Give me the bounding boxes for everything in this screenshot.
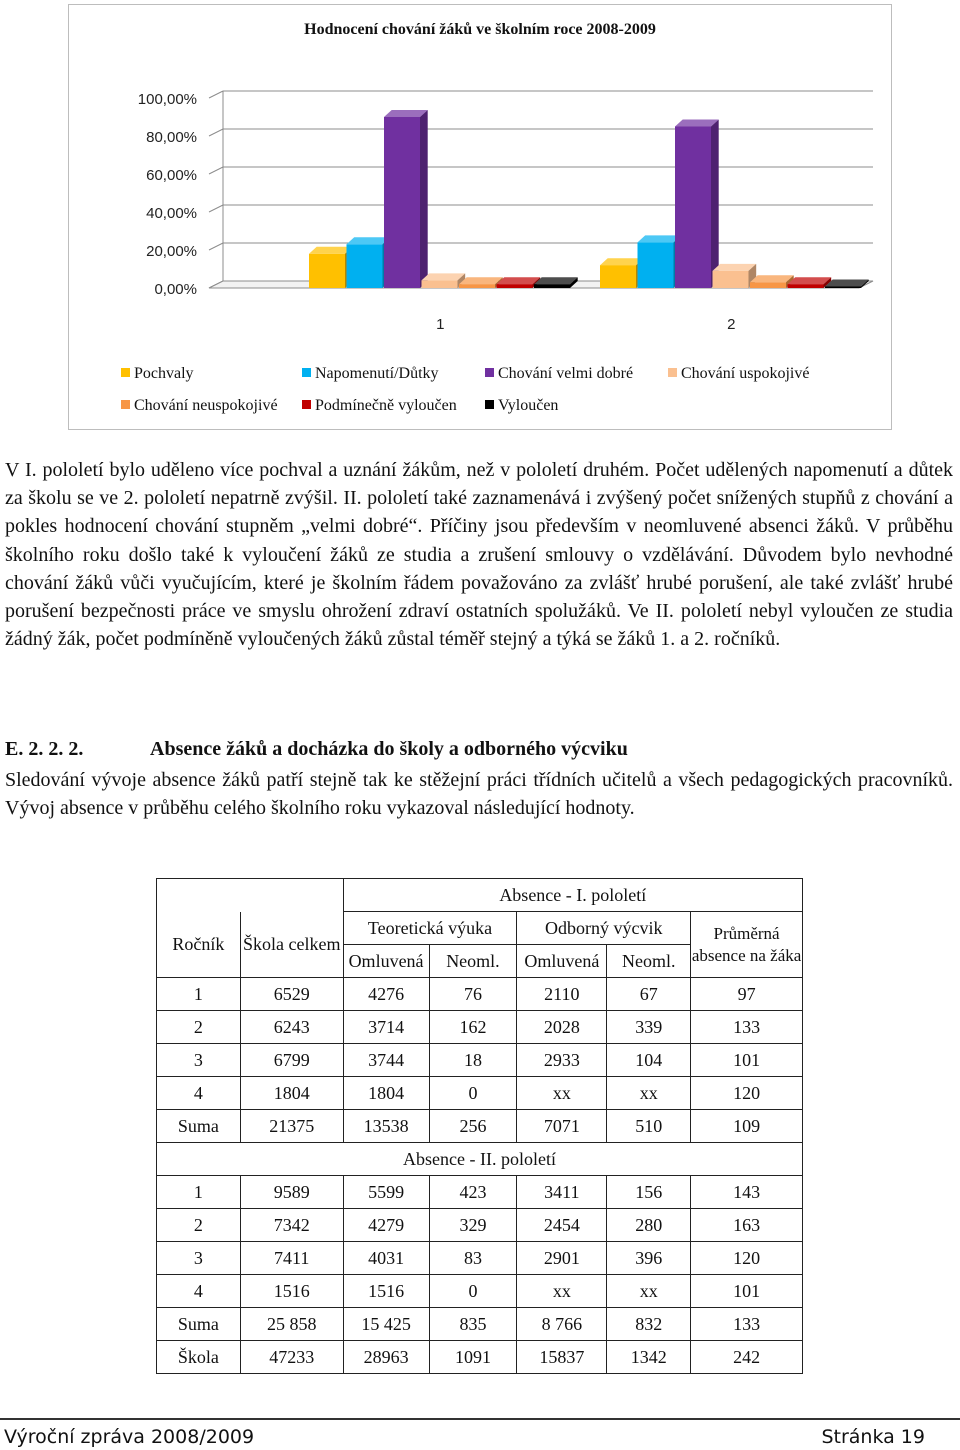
bar-top xyxy=(347,237,391,244)
y-tick-label: 100,00% xyxy=(137,91,197,108)
table-cell: 4031 xyxy=(343,1242,429,1275)
section-title: Absence žáků a docházka do školy a odborného výcviku xyxy=(150,738,628,760)
gridline-depth xyxy=(209,91,223,98)
table-cell: 4279 xyxy=(343,1209,429,1242)
table-cell: 6799 xyxy=(240,1044,343,1077)
table-cell: 7411 xyxy=(240,1242,343,1275)
table-cell: 1516 xyxy=(343,1275,429,1308)
legend-item xyxy=(121,365,194,383)
gridline-depth xyxy=(209,167,223,174)
table-cell: 101 xyxy=(691,1044,803,1077)
bar xyxy=(750,282,786,288)
col-neoml-teo: Neoml. xyxy=(429,945,517,978)
heading-first-half: Absence - I. pololetí xyxy=(343,879,802,912)
bar-top xyxy=(675,120,719,127)
table-row xyxy=(157,1044,803,1077)
table-cell: 28963 xyxy=(343,1341,429,1374)
legend-item xyxy=(668,365,809,383)
table-cell: 1342 xyxy=(607,1341,691,1374)
table-row xyxy=(157,1341,803,1374)
table-cell: 1804 xyxy=(240,1077,343,1110)
bar-top xyxy=(384,110,428,117)
table-cell: 329 xyxy=(429,1209,517,1242)
bar-side xyxy=(711,120,719,289)
table-cell: xx xyxy=(517,1077,607,1110)
table-cell: 339 xyxy=(607,1011,691,1044)
gridline-depth xyxy=(209,243,223,250)
bar xyxy=(497,284,533,288)
legend-label: Vyloučen xyxy=(498,397,559,414)
chart-title: Hodnocení chování žáků ve školním roce 2008-2009 xyxy=(304,21,656,38)
legend-item xyxy=(302,365,439,383)
bar-top xyxy=(788,277,832,284)
col-omluvena-odb: Omluvená xyxy=(517,945,607,978)
table-row xyxy=(157,1176,803,1209)
legend-swatch xyxy=(668,368,677,377)
table-cell: Škola xyxy=(157,1341,241,1374)
table-cell: 2 xyxy=(157,1011,241,1044)
table-cell: 3744 xyxy=(343,1044,429,1077)
y-tick-label: 80,00% xyxy=(146,129,197,146)
table-cell: 1804 xyxy=(343,1077,429,1110)
y-tick-label: 0,00% xyxy=(154,281,197,298)
table-cell: 835 xyxy=(429,1308,517,1341)
table-cell: 133 xyxy=(691,1308,803,1341)
behavior-paragraph: V I. pololetí bylo uděleno více pochval a uznání žákům, než v pololetí druhém. Počet udělených napomenutí a důtek za školu se ve 2. pololetí nepatrně zvýšil. II. pololetí také zaznamenává i zvýšený počet snížených stupňů z chování a pokles hodnocení chování stupněm „velmi dobré“. Příčiny jsou především v neomluvené absenci žáků. V průběhu školního roku došlo také k vyloučení žáků ze studia a zrušení smlouvy o vzdělávání. Důvodem bylo nevhodné chování žáků vůči vyučujícím, které je školním řádem považováno za zvlášť hrubé porušení, ale také zvlášť hrubé porušení bezpečnosti práce ve smyslu ohrožení zdraví ostatních spolužáků. Ve II. pololetí nebyl vyloučen ze studia žádný žák, počet podmíněně vyloučených žáků zůstal téměř stejný a týká se žáků 1. a 2. ročníků. xyxy=(5,459,953,651)
table-cell: 1 xyxy=(157,978,241,1011)
heading-second-half: Absence - II. pololetí xyxy=(157,1143,803,1176)
table-cell: 9589 xyxy=(240,1176,343,1209)
col-teoreticka-vyuka: Teoretická výuka xyxy=(343,912,517,945)
table-cell: 1091 xyxy=(429,1341,517,1374)
table-cell: 47233 xyxy=(240,1341,343,1374)
col-neoml-odb: Neoml. xyxy=(607,945,691,978)
bar-top xyxy=(309,247,353,254)
footer-title: Výroční zpráva 2008/2009 xyxy=(4,1426,255,1448)
table-cell: 15 425 xyxy=(343,1308,429,1341)
table-cell: 163 xyxy=(691,1209,803,1242)
table-cell: 6243 xyxy=(240,1011,343,1044)
legend-swatch xyxy=(302,368,311,377)
y-tick-label: 40,00% xyxy=(146,205,197,222)
legend-swatch xyxy=(121,400,130,409)
legend-item xyxy=(302,397,457,415)
col-rocnik: Ročník xyxy=(157,912,241,978)
x-tick-label: 1 xyxy=(436,316,445,333)
bar xyxy=(825,287,861,289)
bar-top xyxy=(459,277,503,284)
page-number: Stránka 19 xyxy=(821,1426,925,1448)
table-row xyxy=(157,1275,803,1308)
y-tick-label: 20,00% xyxy=(146,243,197,260)
absence-paragraph: Sledování vývoje absence žáků patří stejně tak ke stěžejní práci třídních učitelů a všech pedagogických pracovníků. Vývoj absence v průběhu celého školního roku vykazoval následující hodnoty. xyxy=(5,769,953,820)
table-cell: 7071 xyxy=(517,1110,607,1143)
bar xyxy=(459,284,495,288)
table-row xyxy=(157,1110,803,1143)
table-cell: 1516 xyxy=(240,1275,343,1308)
table-cell: 120 xyxy=(691,1242,803,1275)
table-cell: 6529 xyxy=(240,978,343,1011)
section-number: E. 2. 2. 2. xyxy=(5,738,84,760)
legend-swatch xyxy=(302,400,311,409)
table-cell: 2454 xyxy=(517,1209,607,1242)
table-cell: 4276 xyxy=(343,978,429,1011)
table-row xyxy=(157,1011,803,1044)
bar-top xyxy=(750,275,794,282)
table-cell: 2 xyxy=(157,1209,241,1242)
table-cell: xx xyxy=(607,1077,691,1110)
bar xyxy=(675,127,711,289)
table-cell: 3 xyxy=(157,1044,241,1077)
table-cell: 101 xyxy=(691,1275,803,1308)
table-cell: 15837 xyxy=(517,1341,607,1374)
table-cell: 104 xyxy=(607,1044,691,1077)
bar-top xyxy=(825,280,869,287)
legend-label: Chování uspokojivé xyxy=(681,365,810,382)
bar-top xyxy=(422,273,466,280)
table-cell: 7342 xyxy=(240,1209,343,1242)
table-cell: 3 xyxy=(157,1242,241,1275)
table-cell: 25 858 xyxy=(240,1308,343,1341)
table-cell: 3714 xyxy=(343,1011,429,1044)
section-heading xyxy=(5,738,628,761)
table-cell: 8 766 xyxy=(517,1308,607,1341)
legend-label: Pochvaly xyxy=(134,365,194,382)
table-cell: 832 xyxy=(607,1308,691,1341)
table-cell: 256 xyxy=(429,1110,517,1143)
bar-top xyxy=(534,277,578,284)
table-cell: 4 xyxy=(157,1077,241,1110)
table-row xyxy=(157,1209,803,1242)
table-cell: 67 xyxy=(607,978,691,1011)
legend-item xyxy=(485,397,558,415)
table-cell: 120 xyxy=(691,1077,803,1110)
table-cell: 2110 xyxy=(517,978,607,1011)
bar xyxy=(713,271,749,288)
table-cell: 143 xyxy=(691,1176,803,1209)
bar xyxy=(347,244,383,288)
table-cell: 2901 xyxy=(517,1242,607,1275)
table-row xyxy=(157,1077,803,1110)
table-cell: 109 xyxy=(691,1110,803,1143)
table-cell: 3411 xyxy=(517,1176,607,1209)
bar xyxy=(384,117,420,288)
bar xyxy=(422,280,458,288)
col-odborny-vycvik: Odborný výcvik xyxy=(517,912,691,945)
bar xyxy=(534,284,570,288)
table-cell: 280 xyxy=(607,1209,691,1242)
table-cell: 2028 xyxy=(517,1011,607,1044)
legend-swatch xyxy=(121,368,130,377)
table-cell: xx xyxy=(517,1275,607,1308)
legend-label: Chování neuspokojivé xyxy=(134,397,278,414)
table-cell: 76 xyxy=(429,978,517,1011)
bar-top xyxy=(600,258,644,265)
table-cell: 97 xyxy=(691,978,803,1011)
col-omluvena-teo: Omluvená xyxy=(343,945,429,978)
legend-swatch xyxy=(485,400,494,409)
bar-top xyxy=(638,235,682,242)
table-cell: Suma xyxy=(157,1110,241,1143)
table-row xyxy=(157,978,803,1011)
table-cell: 21375 xyxy=(240,1110,343,1143)
legend-label: Chování velmi dobré xyxy=(498,365,634,382)
absence-table xyxy=(156,878,803,1374)
table-cell: 5599 xyxy=(343,1176,429,1209)
page-footer xyxy=(0,1418,960,1448)
legend-label: Napomenutí/Důtky xyxy=(315,365,439,382)
x-tick-label: 2 xyxy=(727,316,736,333)
table-cell: 133 xyxy=(691,1011,803,1044)
table-cell: 396 xyxy=(607,1242,691,1275)
col-prumerna-absence: Průměrná absence na žáka xyxy=(691,912,803,978)
col-skola-celkem: Škola celkem xyxy=(240,912,343,978)
table-cell: 4 xyxy=(157,1275,241,1308)
table-cell: 83 xyxy=(429,1242,517,1275)
gridline-depth xyxy=(209,129,223,136)
bar xyxy=(600,265,636,288)
bar-side xyxy=(420,110,428,288)
table-cell: 0 xyxy=(429,1275,517,1308)
gridline-depth xyxy=(209,205,223,212)
table-cell: Suma xyxy=(157,1308,241,1341)
table-cell: 162 xyxy=(429,1011,517,1044)
table-row xyxy=(157,1242,803,1275)
table-cell: 423 xyxy=(429,1176,517,1209)
legend-label: Podmínečně vyloučen xyxy=(315,397,457,414)
bar-top xyxy=(713,264,757,271)
bar xyxy=(788,284,824,288)
table-cell: 18 xyxy=(429,1044,517,1077)
table-cell: 0 xyxy=(429,1077,517,1110)
legend-item xyxy=(485,365,633,383)
bar xyxy=(309,254,345,288)
bar xyxy=(638,242,674,288)
chart-plot xyxy=(69,5,891,355)
bar-top xyxy=(497,277,541,284)
legend-swatch xyxy=(485,368,494,377)
behavior-chart xyxy=(68,4,892,430)
table-cell: 13538 xyxy=(343,1110,429,1143)
table-row xyxy=(157,1308,803,1341)
table-cell: 510 xyxy=(607,1110,691,1143)
y-tick-label: 60,00% xyxy=(146,167,197,184)
legend-item xyxy=(121,397,278,415)
table-cell: 1 xyxy=(157,1176,241,1209)
table-cell: xx xyxy=(607,1275,691,1308)
table-cell: 156 xyxy=(607,1176,691,1209)
table-cell: 2933 xyxy=(517,1044,607,1077)
table-cell: 242 xyxy=(691,1341,803,1374)
